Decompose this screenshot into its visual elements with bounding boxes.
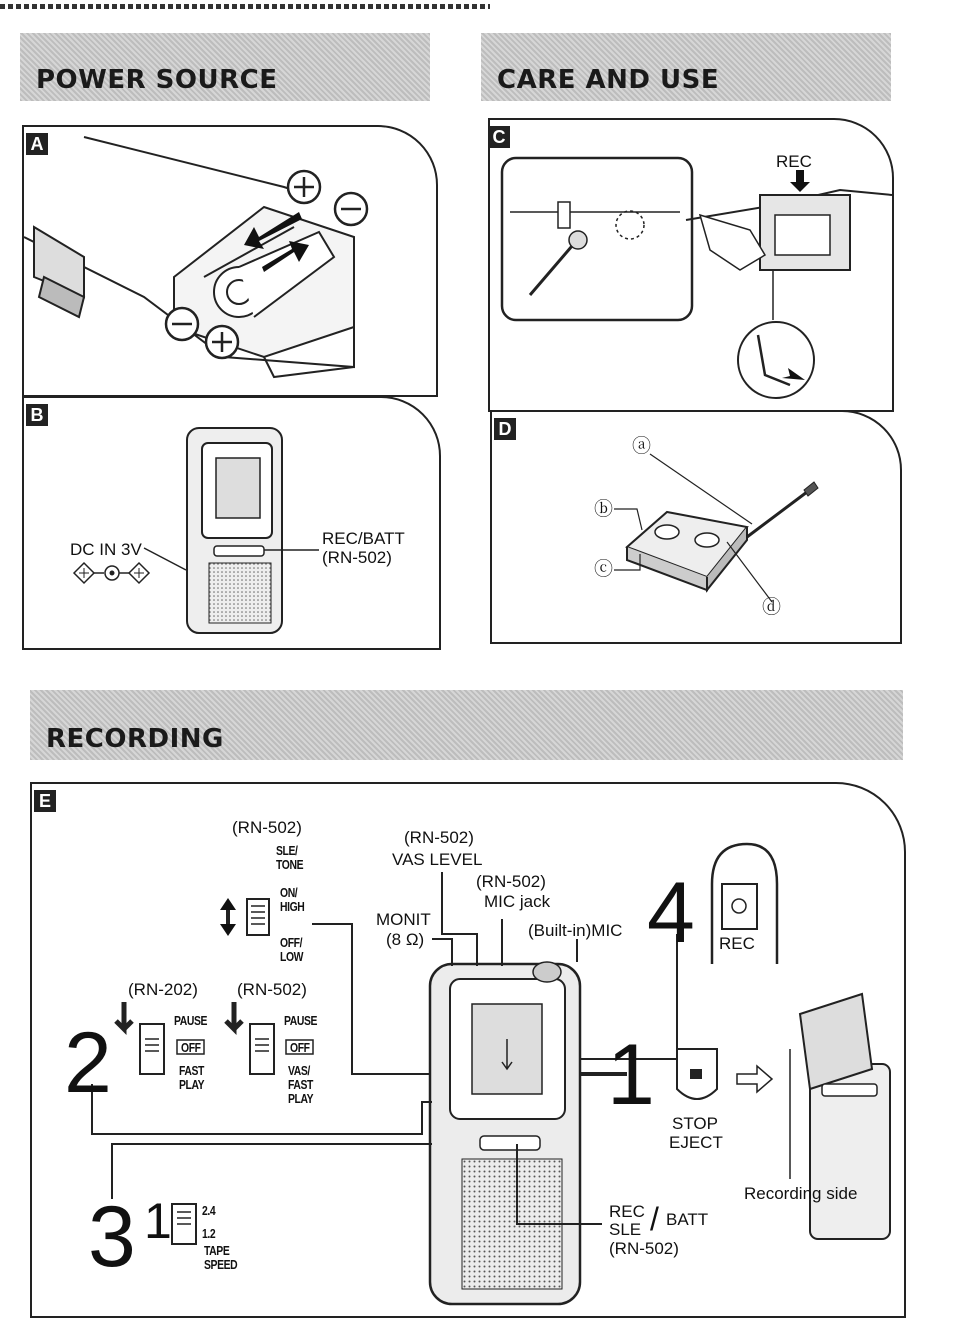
rn502-vas-fast-play: VAS/ FAST PLAY — [288, 1063, 314, 1106]
step-4-number: 4 — [647, 865, 695, 961]
mic-jack-label: MIC jack — [484, 892, 551, 911]
panel-a-tag: A — [26, 133, 48, 155]
care-and-use-title: CARE AND USE — [497, 65, 720, 95]
recording-banner — [30, 690, 903, 760]
head-cleaning-illustration — [490, 120, 892, 410]
tape-speed-label: TAPE SPEED — [204, 1243, 238, 1272]
vas-level-model: (RN-502) — [404, 828, 474, 847]
sle-tone-title: SLE/ TONE — [276, 843, 304, 872]
panel-b-tag: B — [26, 404, 48, 426]
rn202-off: OFF — [181, 1040, 201, 1055]
rec-batt-label: REC/BATT — [322, 529, 405, 548]
step-2-number: 2 — [64, 1015, 112, 1111]
stop-label: STOP — [672, 1114, 718, 1133]
cassette-illustration — [492, 412, 900, 642]
step-4-rec-button-label: REC — [719, 934, 755, 953]
rec-sle-batt: BATT — [666, 1210, 709, 1229]
step-1-number: 1 — [607, 1027, 655, 1123]
panel-c — [488, 118, 894, 412]
panel-c-tag: C — [488, 126, 510, 148]
panel-e — [30, 782, 906, 1318]
mic-jack-model: (RN-502) — [476, 872, 546, 891]
dc-in-label: DC IN 3V — [70, 540, 142, 559]
rec-sle-rec: REC — [609, 1202, 645, 1221]
recorder-side-illustration — [24, 398, 439, 648]
panel-b — [22, 396, 441, 650]
panel-a — [22, 125, 438, 397]
care-and-use-banner — [481, 33, 891, 101]
tape-speed-24: 2.4 — [202, 1203, 216, 1218]
top-edge-print-artifact — [0, 4, 490, 9]
sle-tone-model: (RN-502) — [232, 818, 302, 837]
recording-side-label: Recording side — [744, 1184, 858, 1203]
panel-d-tag: D — [494, 418, 516, 440]
rn202-fast-play: FAST PLAY — [179, 1063, 205, 1092]
rn202-model: (RN-202) — [128, 980, 198, 999]
rec-label-c: REC — [776, 152, 812, 171]
callout-a: ⓐ — [632, 436, 652, 457]
eject-label: EJECT — [669, 1133, 723, 1152]
panel-e-tag: E — [34, 790, 56, 812]
vas-level-label: VAS LEVEL — [392, 850, 483, 869]
rn202-pause: PAUSE — [174, 1013, 208, 1028]
sle-tone-on-high: ON/ HIGH — [280, 885, 305, 914]
sle-tone-off-low: OFF/ LOW — [280, 935, 304, 964]
panel-d — [490, 410, 902, 644]
monit-label: MONIT — [376, 910, 431, 929]
callout-c: ⓒ — [594, 559, 614, 580]
rec-sle-slash: / — [650, 1201, 659, 1237]
rn502-off: OFF — [290, 1040, 310, 1055]
step-3-number: 3 — [88, 1189, 136, 1285]
recording-title: RECORDING — [46, 724, 224, 754]
power-source-banner — [20, 33, 430, 101]
rn502-model: (RN-502) — [237, 980, 307, 999]
rn502-pause: PAUSE — [284, 1013, 318, 1028]
rec-batt-model: (RN-502) — [322, 548, 392, 567]
callout-b: ⓑ — [594, 499, 614, 520]
callout-d: ⓓ — [762, 597, 782, 618]
step-3-sub-number: 1 — [144, 1193, 172, 1249]
monit-impedance: (8 Ω) — [386, 930, 425, 949]
rec-sle-model: (RN-502) — [609, 1239, 679, 1258]
battery-compartment-illustration — [24, 127, 436, 395]
tape-speed-12: 1.2 — [202, 1226, 216, 1241]
rec-sle-sle: SLE — [609, 1220, 642, 1239]
power-source-title: POWER SOURCE — [36, 65, 278, 95]
builtin-mic-label: (Built-in)MIC — [528, 921, 623, 940]
